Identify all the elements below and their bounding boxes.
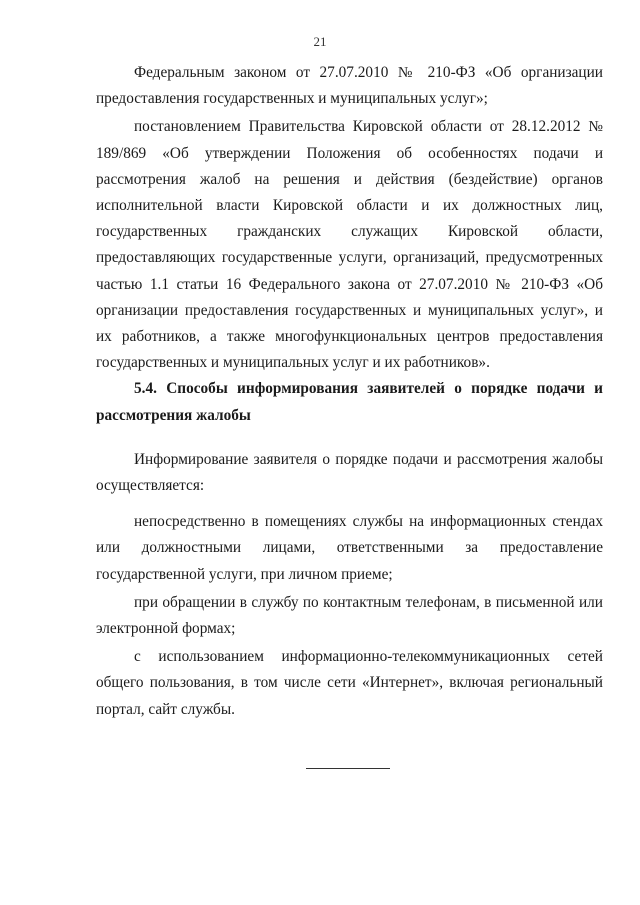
paragraph-informing-intro: Информирование заявителя о порядке подачи и рассмотрения жалобы осуществляется:: [96, 450, 603, 495]
paragraph-government-resolution: постановлением Правительства Кировской области от 28.12.2012 № 189/869 «Об утверждении Положения об особенностях подачи и рассмотрения жалоб на решения и действия (бездействие) органов исполнительной власти Кировской области и их должностных лиц, государственных гражданских служащих Кировской области, предоставляющих государственные услуги, организаций, предусмотренных частью 1.1 статьи 16 Федерального закона от 27.07.2010 № 210-ФЗ «Об организации предоставления государственных и муниципальных услуг», и их работников, а также многофункциональных центров предоставления государственных и муниципальных услуг и их работников».: [96, 118, 603, 372]
end-divider: [306, 768, 390, 769]
paragraph-federal-law: Федеральным законом от 27.07.2010 № 210-ФЗ «Об организации предоставления государственных и муниципальных услуг»;: [96, 64, 603, 108]
paragraph-informing-internet: с использованием информационно-телекоммуникационных сетей общего пользования, в том числе сети «Интернет», включая региональный портал, сайт службы.: [96, 648, 603, 718]
section-heading: 5.4. Способы информирования заявителей о порядке подачи и рассмотрения жалобы: [96, 380, 603, 424]
document-body: [96, 60, 603, 723]
paragraph-informing-phone: при обращении в службу по контактным телефонам, в письменной или электронной формах;: [96, 593, 603, 638]
page-number: 21: [313, 34, 327, 49]
paragraph-informing-stands: непосредственно в помещениях службы на информационных стендах или должностными лицами, ответственными за предоставление государственной услуги, при личном приеме;: [96, 513, 603, 583]
